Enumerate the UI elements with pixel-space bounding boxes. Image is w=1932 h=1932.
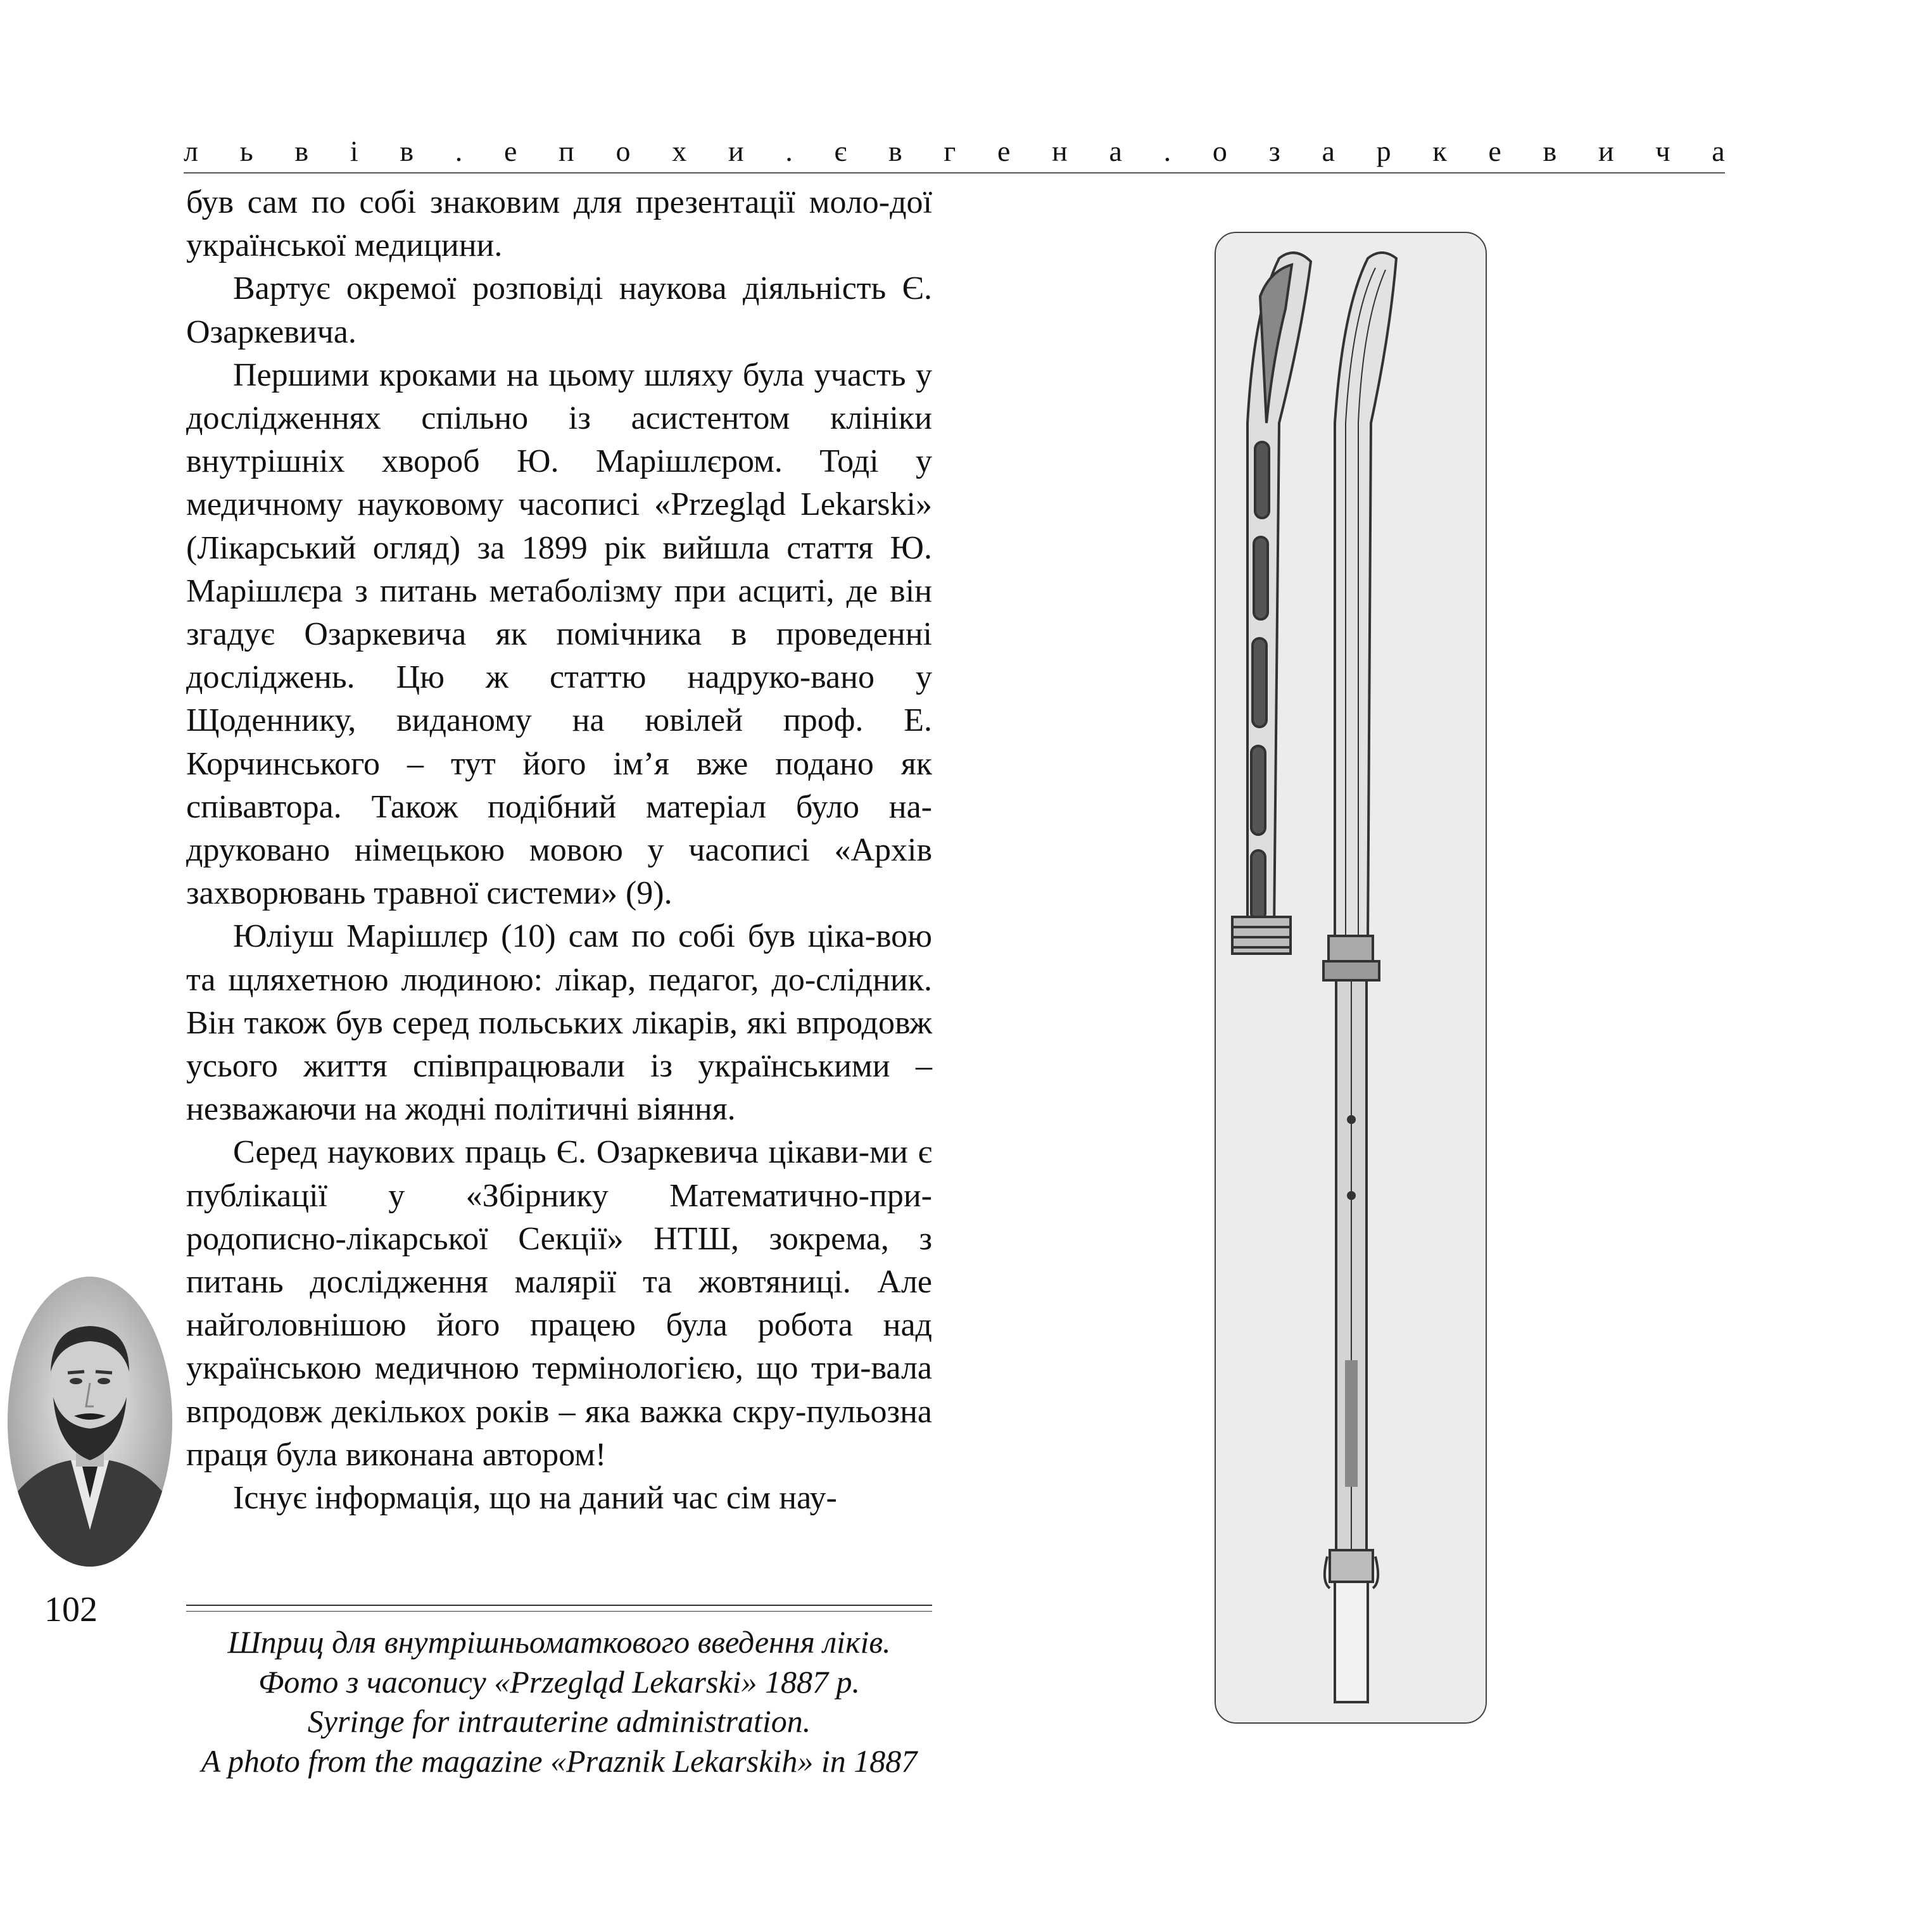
perforated-tube [1232,253,1311,954]
figure-caption [186,1622,932,1781]
running-head-letter: є [834,135,847,167]
paragraph: Вартує окремої розповіді наукова діяльність Є. Озаркевича. [186,270,932,350]
caption-line: Фото з часопису «Przegląd Lekarski» 1887 р. [258,1664,860,1700]
running-head-letter: о [1212,135,1227,167]
running-head-letter: е [504,135,517,167]
syringe-figure [1215,232,1487,1724]
running-head-letter: . [1163,135,1171,167]
running-head-letter: и [1598,135,1614,167]
running-head-letter: и [728,135,744,167]
paragraph: Серед наукових праць Є. Озаркевича цікави-ми є публікації у «Збірнику Математично-при-родописно-лікарської Секції» НТШ, зокрема, з питань дослідження малярії та жовтяниці. Але найголовнішою його працею була робота над українською медичною термінологією, що три-вала впродовж декількох років – яка важка скру-пульозна праця була виконана автором! [186,1134,932,1473]
running-head-letter: з [1268,135,1280,167]
running-head-letter: а [1322,135,1335,167]
paragraph: Існує інформація, що на даний час сім нау- [233,1480,837,1517]
running-head [184,134,1725,168]
running-head-letter: п [559,135,574,167]
body-text [186,181,932,1520]
running-head-letter: в [888,135,902,167]
running-head-letter: в [1543,135,1557,167]
running-head-letter: г [944,135,956,167]
running-head-letter: р [1376,135,1391,167]
portrait-photo [8,1277,172,1567]
running-head-letter: л [184,135,198,167]
caption-line: A photo from the magazine «Praznik Lekarskih» in 1887 [201,1743,918,1779]
running-head-letter: к [1432,135,1447,167]
running-head-letter: ь [239,135,253,167]
running-head-letter: в [400,135,414,167]
running-head-letter: в [294,135,309,167]
running-head-letter: о [616,135,631,167]
running-head-letter: . [785,135,793,167]
header-rule [184,172,1725,174]
paragraph: Юліуш Марішлєр (10) сам по собі був ціка-вою та щляхетною людиною: лікар, педагог, до-слідник. Він також був серед польських лікарів, які впродовж усього життя співпрацювали із українськими – незважаючи на жодні політичні віяння. [186,918,932,1128]
syringe-illustration [1216,233,1486,1722]
caption-line: Шприц для внутрішньоматкового введення ліків. [227,1624,891,1660]
paragraph: був сам по собі знаковим для презентації моло-дої української медицини. [186,184,932,264]
paragraph: Першими кроками на цьому шляху була участь у дослідженнях спільно із асистентом клініки внутрішніх хвороб Ю. Марішлєром. Тоді у медичному науковому часописі «Przegląd Lekarski» (Лікарський огляд) за 1899 рік вийшла стаття Ю. Марішлєра з питань метаболізму при асциті, де він згадує Озаркевича як помічника в проведенні досліджень. Цю ж статтю надруко-вано у Щоденнику, виданому на ювілей проф. Е. Корчинського – тут його ім’я вже подано як співавтора. Також подібний матеріал було на-друковано німецькою мовою у часописі «Архів захворювань травної системи» (9). [186,357,932,912]
syringe-body [1323,253,1396,1702]
running-head-letter: . [455,135,463,167]
running-head-letter: н [1052,135,1068,167]
running-head-letter: х [672,135,687,167]
running-head-letter: і [350,135,358,167]
running-head-letter: а [1109,135,1122,167]
running-head-letter: е [1488,135,1501,167]
running-head-letter: ч [1655,135,1670,167]
running-head-letter: а [1712,135,1725,167]
caption-line: Syringe for intrauterine administration. [307,1703,811,1739]
caption-rule [186,1605,932,1606]
page-number: 102 [44,1590,98,1629]
caption-rule-thin [186,1611,932,1612]
portrait-illustration [8,1277,172,1567]
running-head-letter: е [997,135,1011,167]
